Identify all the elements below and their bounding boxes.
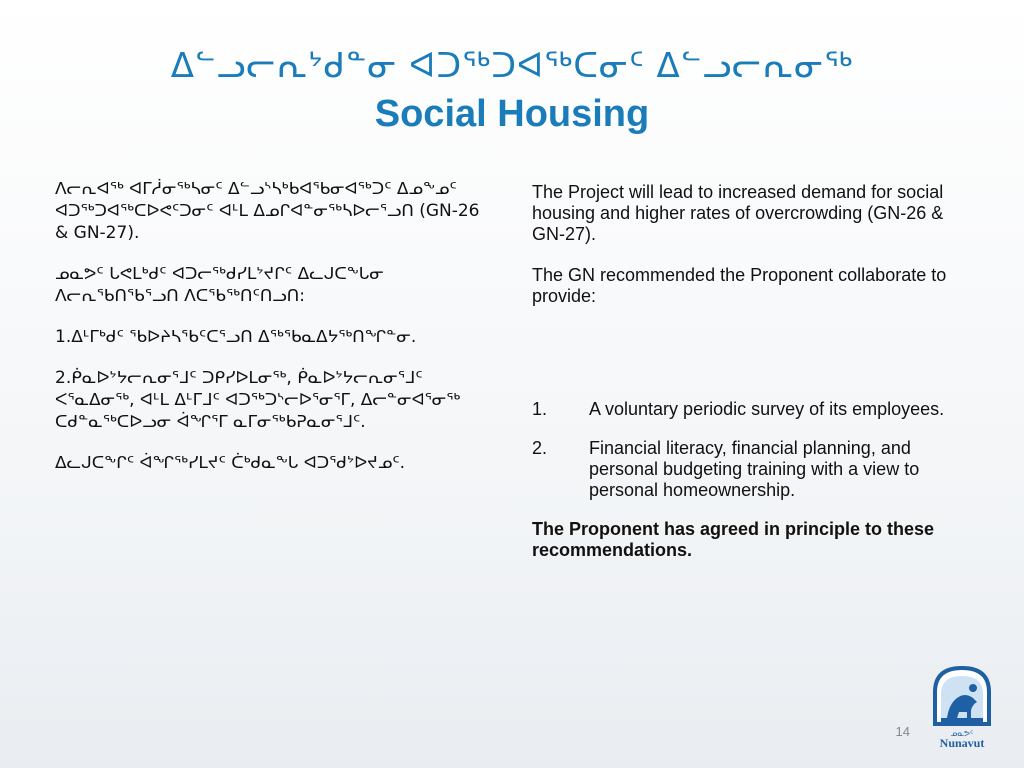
list-item-number: 1. bbox=[532, 399, 548, 419]
left-paragraph-conclusion: ᐃᓚᒍᑕᖕᒋᑦ ᐋᖏᖅᓯᒪᔪᑦ ᑖᒃᑯᓇᖕᒐ ᐊᑐᕐᑯᔾᐅᔪᓄᑦ. bbox=[55, 453, 406, 473]
right-conclusion: The Proponent has agreed in principle to these recommendations. bbox=[532, 519, 935, 560]
polar-bear-emblem-icon bbox=[935, 668, 989, 724]
right-paragraph-1: The Project will lead to increased demand for social housing and higher rates of overcrowding (GN-26 & GN-27). bbox=[532, 182, 944, 244]
list-item-text: Financial literacy, financial planning, and personal budgeting training with a view to personal homeownership. bbox=[589, 438, 920, 500]
page-number: 14 bbox=[895, 724, 910, 739]
left-column-syllabics bbox=[55, 178, 495, 493]
right-column-english bbox=[532, 182, 962, 561]
slide-title bbox=[0, 42, 1024, 138]
left-item-1: 1.ᐃᒻᒥᒃᑯᑦ ᖃᐅᔨᓴᖃᑦᑕᕐᓗᑎ ᐃᖅᖃᓇᐃᔭᖅᑎᖏᓐᓂ. bbox=[55, 327, 417, 347]
list-item bbox=[532, 438, 962, 501]
left-paragraph-2: ᓄᓇᕗᑦ ᒐᕙᒪᒃᑯᑦ ᐊᑐᓕᖅᑯᓯᒪᔾᔪᒋᑦ ᐃᓚᒍᑕᖕᒐᓂ ᐱᓕᕆᖃᑎᖃᕐᓗᑎ ᐱᑕᖃᖅᑎᑦᑎᓗᑎ: bbox=[55, 264, 384, 306]
title-english: Social Housing bbox=[374, 93, 650, 135]
left-paragraph-1: ᐱᓕᕆᐊᖅ ᐊᒥᓲᓂᖅᓴᓂᑦ ᐃᓪᓗᔅᓴᒃᑲᐊᖃᓂᐊᖅᑐᑦ ᐃᓄᖕᓄᑦ ᐊᑐᖅᑐᐊᖅᑕᐅᕙᑦᑐᓂᑦ ᐊᒻᒪ ᐃᓄᒋᐊᓐᓂᖅᓴᐅᓕᕐᓗᑎ (GN-26 & GN-27). bbox=[55, 179, 480, 243]
list-item-text: A voluntary periodic survey of its employees. bbox=[589, 399, 945, 419]
logo-syllabics: ᓄᓇᕗᑦ bbox=[950, 729, 974, 738]
left-item-2: 2.ᑮᓇᐅᔾᔭᓕᕆᓂᕐᒧᑦ ᑐᑭᓯᐅᒪᓂᖅ, ᑮᓇᐅᔾᔭᓕᕆᓂᕐᒧᑦ ᐸᕐᓇᐃᓂᖅ, ᐊᒻᒪ ᐃᒻᒥᒧᑦ ᐊᑐᖅᑐᔅᓕᐅᕐᓂᕐᒥ, ᐃᓕᓐᓂᐊᕐᓂᖅ ᑕᑯᓐᓇᖅᑕᐅᓗᓂ ᐋᖏᕐᒥ ᓇᒥᓂᖅᑲᕈᓇᓂᕐᒧᑦ. bbox=[55, 368, 461, 432]
list-item bbox=[532, 399, 962, 420]
logo-text: Nunavut bbox=[939, 736, 985, 750]
title-syllabics: ᐃᓪᓗᓕᕆᔾᑯᓐᓂ ᐊᑐᖅᑐᐊᖅᑕᓂᑦ ᐃᓪᓗᓕᕆᓂᖅ bbox=[170, 46, 854, 86]
list-item-number: 2. bbox=[532, 438, 548, 458]
nunavut-logo bbox=[927, 662, 997, 750]
right-paragraph-2: The GN recommended the Proponent collaborate to provide: bbox=[532, 265, 947, 306]
